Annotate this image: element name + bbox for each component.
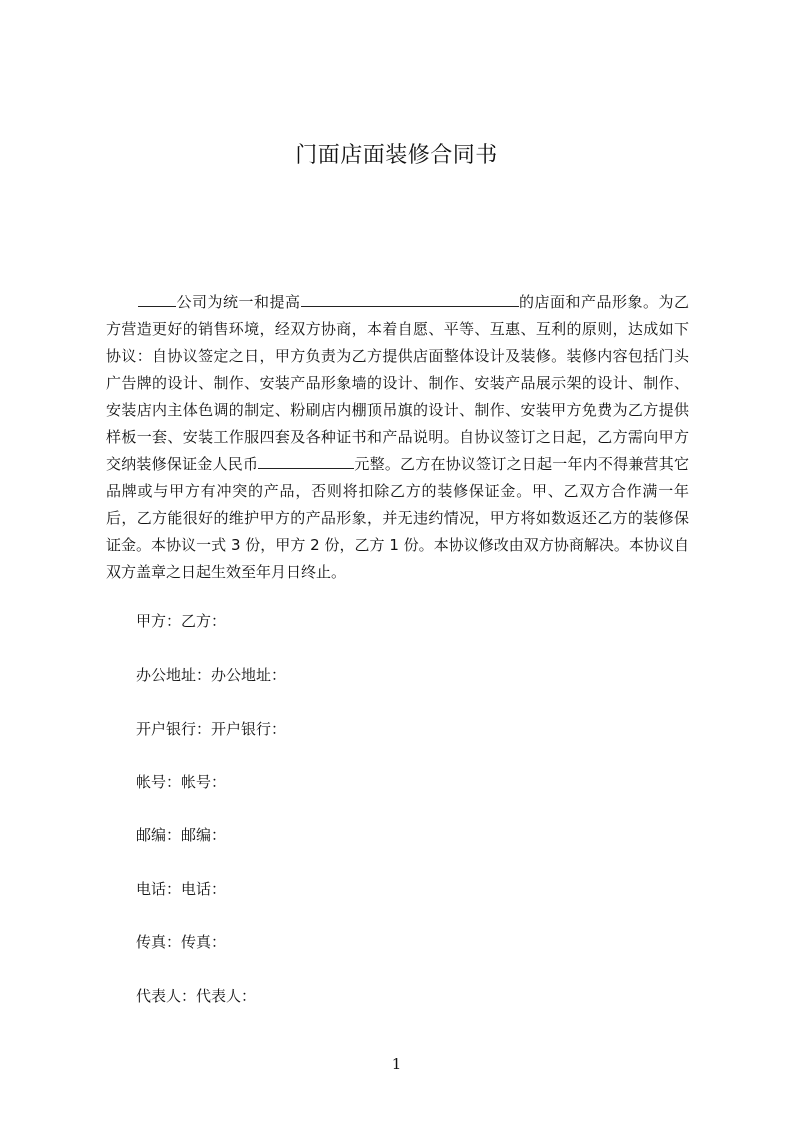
signature-line-representative: 代表人：代表人： [136, 987, 257, 1005]
paragraph-text-3: 元整。乙方在协议签订之日起一年内不得兼营其它品牌或与甲方有冲突的产品，否则将扣除乙方的装修保证金。甲、乙双方合作满一年后，乙方能很好的维护甲方的产品形象，并无违约情况，甲方将如数返还乙方的装修保证金。本协议一式 3 份，甲方 2 份，乙方 1 份。本协议修改由双方协商解决。本协议自双方盖章之日起生效至年月日终止。 [106, 455, 689, 581]
signature-line-party: 甲方：乙方： [136, 612, 227, 630]
brand-name-blank [301, 292, 519, 307]
signature-line-phone: 电话：电话： [136, 880, 227, 898]
signature-line-address: 办公地址：办公地址： [136, 666, 287, 684]
paragraph-text-1: 公司为统一和提高 [176, 293, 301, 311]
contract-paragraph [106, 289, 689, 586]
document-title: 门面店面装修合同书 [295, 143, 498, 168]
deposit-amount-blank [258, 454, 354, 469]
page-number: 1 [391, 1055, 402, 1073]
company-name-blank [138, 292, 176, 307]
signature-line-bank: 开户银行：开户银行： [136, 720, 287, 738]
signature-line-postcode: 邮编：邮编： [136, 826, 227, 844]
paragraph-text-2: 的店面和产品形象。为乙方营造更好的销售环境，经双方协商，本着自愿、平等、互惠、互利的原则，达成如下协议：自协议签定之日，甲方负责为乙方提供店面整体设计及装修。装修内容包括门头广告牌的设计、制作、安装产品形象墙的设计、制作、安装产品展示架的设计、制作、安装店内主体色调的制定、粉刷店内棚顶吊旗的设计、制作、安装甲方免费为乙方提供样板一套、安装工作服四套及各种证书和产品说明。自协议签订之日起，乙方需向甲方交纳装修保证金人民币 [106, 293, 689, 473]
signature-line-fax: 传真：传真： [136, 933, 227, 951]
signature-line-account: 帐号：帐号： [136, 773, 227, 791]
